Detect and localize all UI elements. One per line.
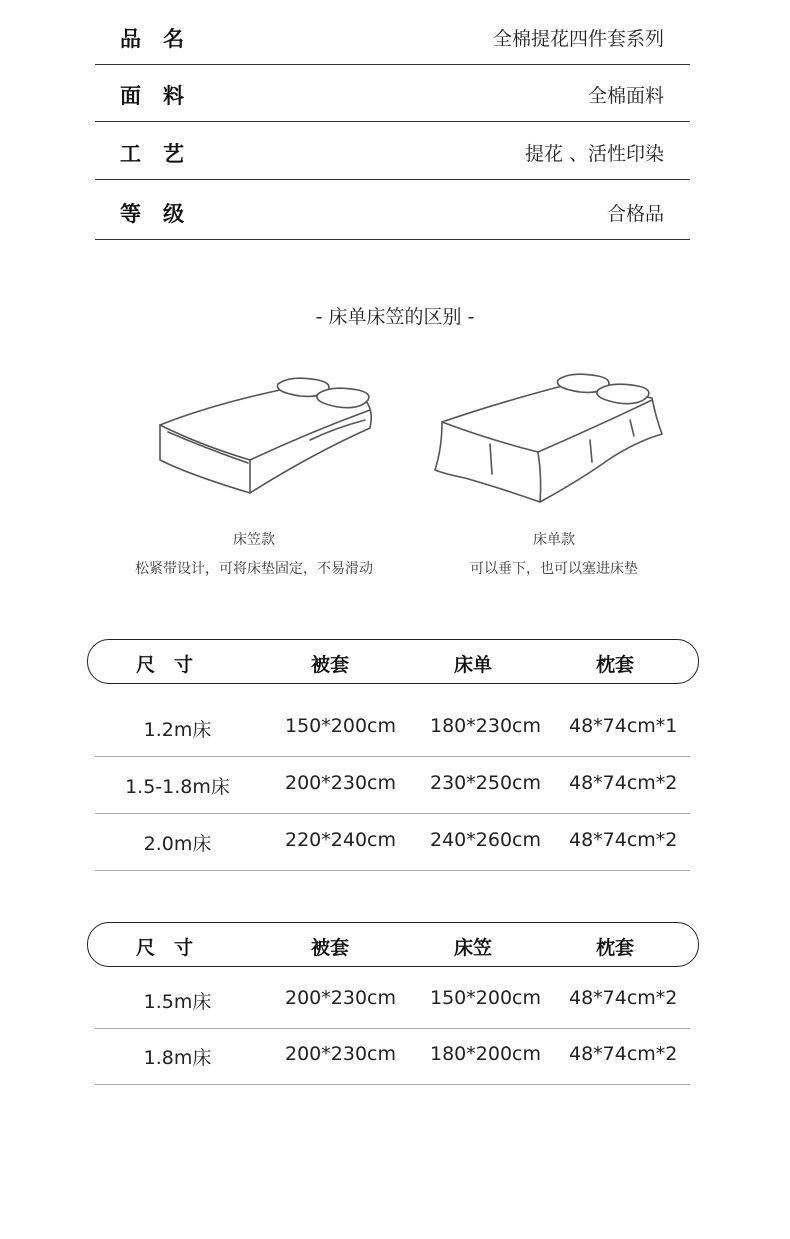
flat-sheet-desc: 可以垂下，也可以塞进床垫 bbox=[470, 561, 638, 577]
size-table-1-header bbox=[87, 639, 699, 684]
flat-sheet-name: 床单款 bbox=[533, 532, 575, 548]
table-row bbox=[95, 814, 690, 871]
spec-row-grade bbox=[95, 182, 690, 240]
cell-size: 1.2m床 bbox=[143, 719, 212, 741]
table-row bbox=[95, 757, 690, 814]
cell-pillow: 48*74cm*2 bbox=[569, 829, 678, 851]
cell-size: 2.0m床 bbox=[143, 833, 212, 855]
cell-fitted: 180*200cm bbox=[430, 1043, 541, 1065]
cell-duvet: 200*230cm bbox=[285, 1043, 396, 1065]
spec-label: 工艺 bbox=[120, 142, 206, 166]
table-row bbox=[95, 972, 690, 1029]
cell-duvet: 150*200cm bbox=[285, 715, 396, 737]
size-table-2-header bbox=[87, 922, 699, 967]
cell-sheet: 230*250cm bbox=[430, 772, 541, 794]
header-pillowcase: 枕套 bbox=[596, 654, 635, 676]
spec-table bbox=[95, 7, 690, 243]
spec-label: 面料 bbox=[120, 84, 206, 108]
fitted-sheet-bed-icon bbox=[150, 370, 380, 500]
section-title: - 床单床笠的区别 - bbox=[315, 306, 475, 328]
header-fitted-sheet: 床笠 bbox=[454, 937, 493, 959]
cell-pillow: 48*74cm*2 bbox=[569, 772, 678, 794]
spec-row-name bbox=[95, 7, 690, 65]
cell-pillow: 48*74cm*2 bbox=[569, 1043, 678, 1065]
spec-value: 提花 、活性印染 bbox=[524, 143, 664, 165]
cell-duvet: 200*230cm bbox=[285, 987, 396, 1009]
spec-value: 合格品 bbox=[606, 203, 664, 225]
cell-sheet: 240*260cm bbox=[430, 829, 541, 851]
cell-size: 1.5-1.8m床 bbox=[125, 776, 230, 798]
spec-label: 品名 bbox=[120, 27, 206, 51]
table-row bbox=[95, 1028, 690, 1085]
table-row bbox=[95, 700, 690, 757]
header-duvet-cover: 被套 bbox=[311, 654, 350, 676]
spec-label: 等级 bbox=[120, 202, 206, 226]
cell-duvet: 200*230cm bbox=[285, 772, 396, 794]
header-flat-sheet: 床单 bbox=[454, 654, 493, 676]
header-pillowcase: 枕套 bbox=[596, 937, 635, 959]
cell-duvet: 220*240cm bbox=[285, 829, 396, 851]
flat-sheet-bed-icon bbox=[430, 370, 670, 510]
header-duvet-cover: 被套 bbox=[311, 937, 350, 959]
header-size: 尺 寸 bbox=[136, 937, 194, 959]
cell-pillow: 48*74cm*1 bbox=[569, 715, 678, 737]
cell-pillow: 48*74cm*2 bbox=[569, 987, 678, 1009]
spec-row-craft bbox=[95, 122, 690, 180]
header-size: 尺 寸 bbox=[136, 654, 194, 676]
fitted-sheet-name: 床笠款 bbox=[233, 532, 275, 548]
cell-size: 1.8m床 bbox=[143, 1047, 212, 1069]
cell-sheet: 180*230cm bbox=[430, 715, 541, 737]
cell-size: 1.5m床 bbox=[143, 991, 212, 1013]
spec-row-fabric bbox=[95, 64, 690, 122]
spec-value: 全棉面料 bbox=[587, 85, 664, 107]
spec-value: 全棉提花四件套系列 bbox=[492, 28, 664, 50]
cell-fitted: 150*200cm bbox=[430, 987, 541, 1009]
fitted-sheet-desc: 松紧带设计，可将床垫固定，不易滑动 bbox=[135, 561, 373, 577]
